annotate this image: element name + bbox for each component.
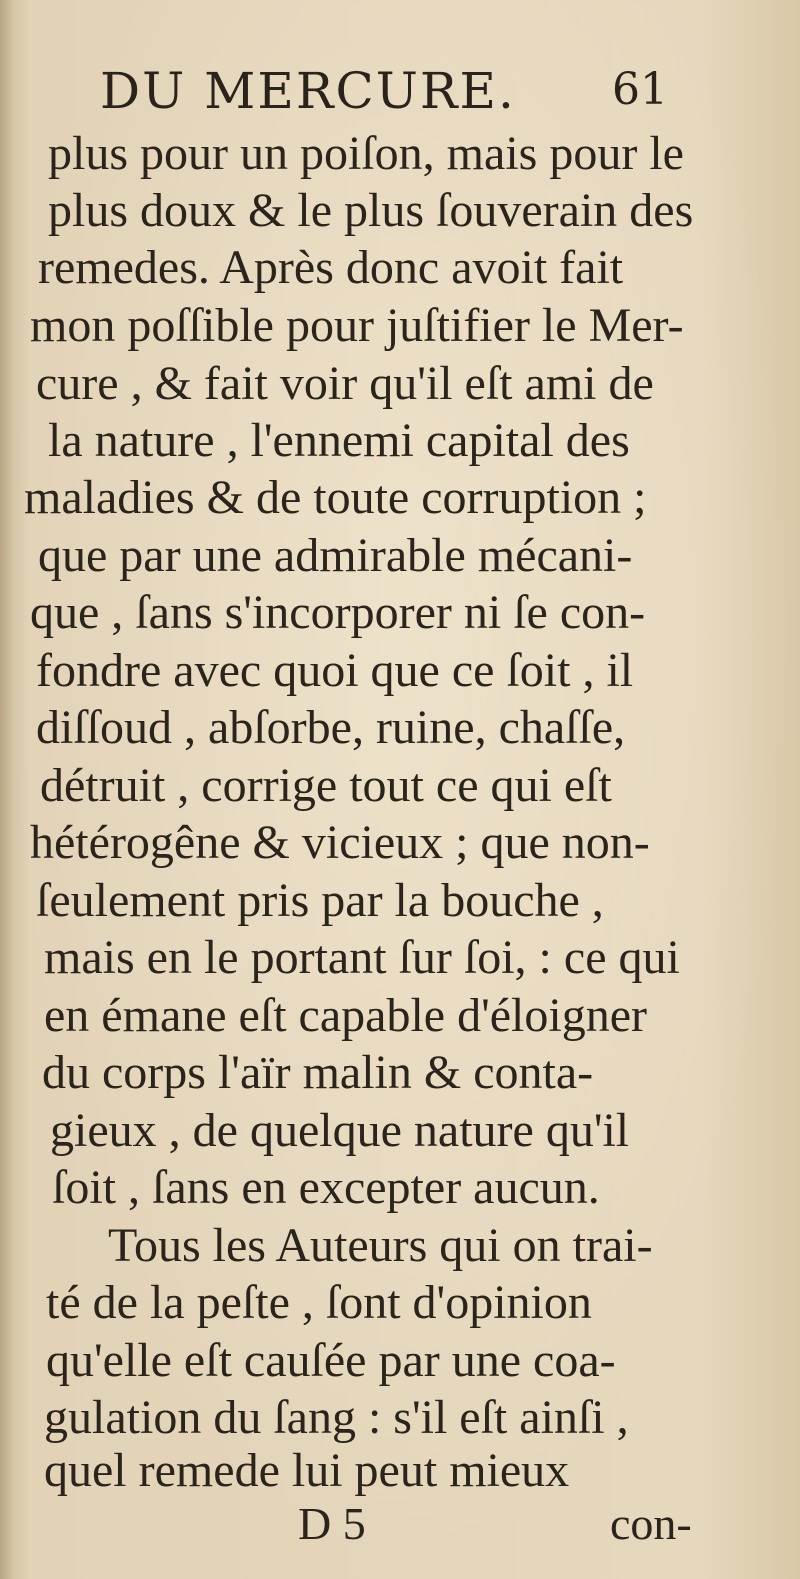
text-line: quel remede lui peut mieux [44, 1444, 570, 1497]
text-line: qu'elle eſt cauſée par une coa- [46, 1334, 616, 1387]
text-line: té de la peſte , ſont d'opinion [46, 1276, 592, 1329]
text-line: mon poſſible pour juſtifier le Mer- [30, 299, 684, 352]
text-line: cure , & fait voir qu'il eſt ami de [36, 357, 654, 410]
text-line: maladies & de toute corruption ; [24, 471, 647, 524]
text-line: fondre avec quoi que ce ſoit , il [36, 644, 634, 697]
running-title: DU MERCURE. [100, 62, 516, 120]
text-line: du corps l'aïr malin & conta- [42, 1046, 594, 1099]
text-line: gieux , de quelque nature qu'il [50, 1104, 630, 1157]
catchword: con- [610, 1498, 692, 1549]
text-line: ſoit , ſans en excepter aucun. [52, 1161, 600, 1214]
text-line: plus doux & le plus ſouverain des [48, 184, 694, 237]
text-line: que par une admirable mécani- [38, 529, 633, 582]
text-line: en émane eſt capable d'éloigner [44, 989, 647, 1042]
text-line: remedes. Après donc avoit fait [38, 241, 624, 294]
text-line: plus pour un poiſon, mais pour le [48, 127, 684, 180]
text-line: Tous les Auteurs qui on trai- [108, 1219, 653, 1272]
page-number: 61 [612, 64, 668, 115]
text-line: hétérogêne & vicieux ; que non- [30, 816, 650, 869]
text-line: mais en le portant ſur ſoi, : ce qui [44, 931, 680, 984]
text-line: gulation du ſang : s'il eſt ainſi , [44, 1391, 629, 1444]
text-line: que , ſans s'incorporer ni ſe con- [30, 586, 646, 639]
text-line: la nature , l'ennemi capital des [48, 414, 630, 467]
page-footer [0, 1496, 800, 1552]
text-line: diſſoud , abſorbe, ruine, chaſſe, [36, 701, 626, 754]
signature-mark: D 5 [298, 1498, 366, 1549]
text-line: détruit , corrige tout ce qui eſt [40, 759, 612, 812]
text-line: ſeulement pris par la bouche , [36, 874, 604, 927]
